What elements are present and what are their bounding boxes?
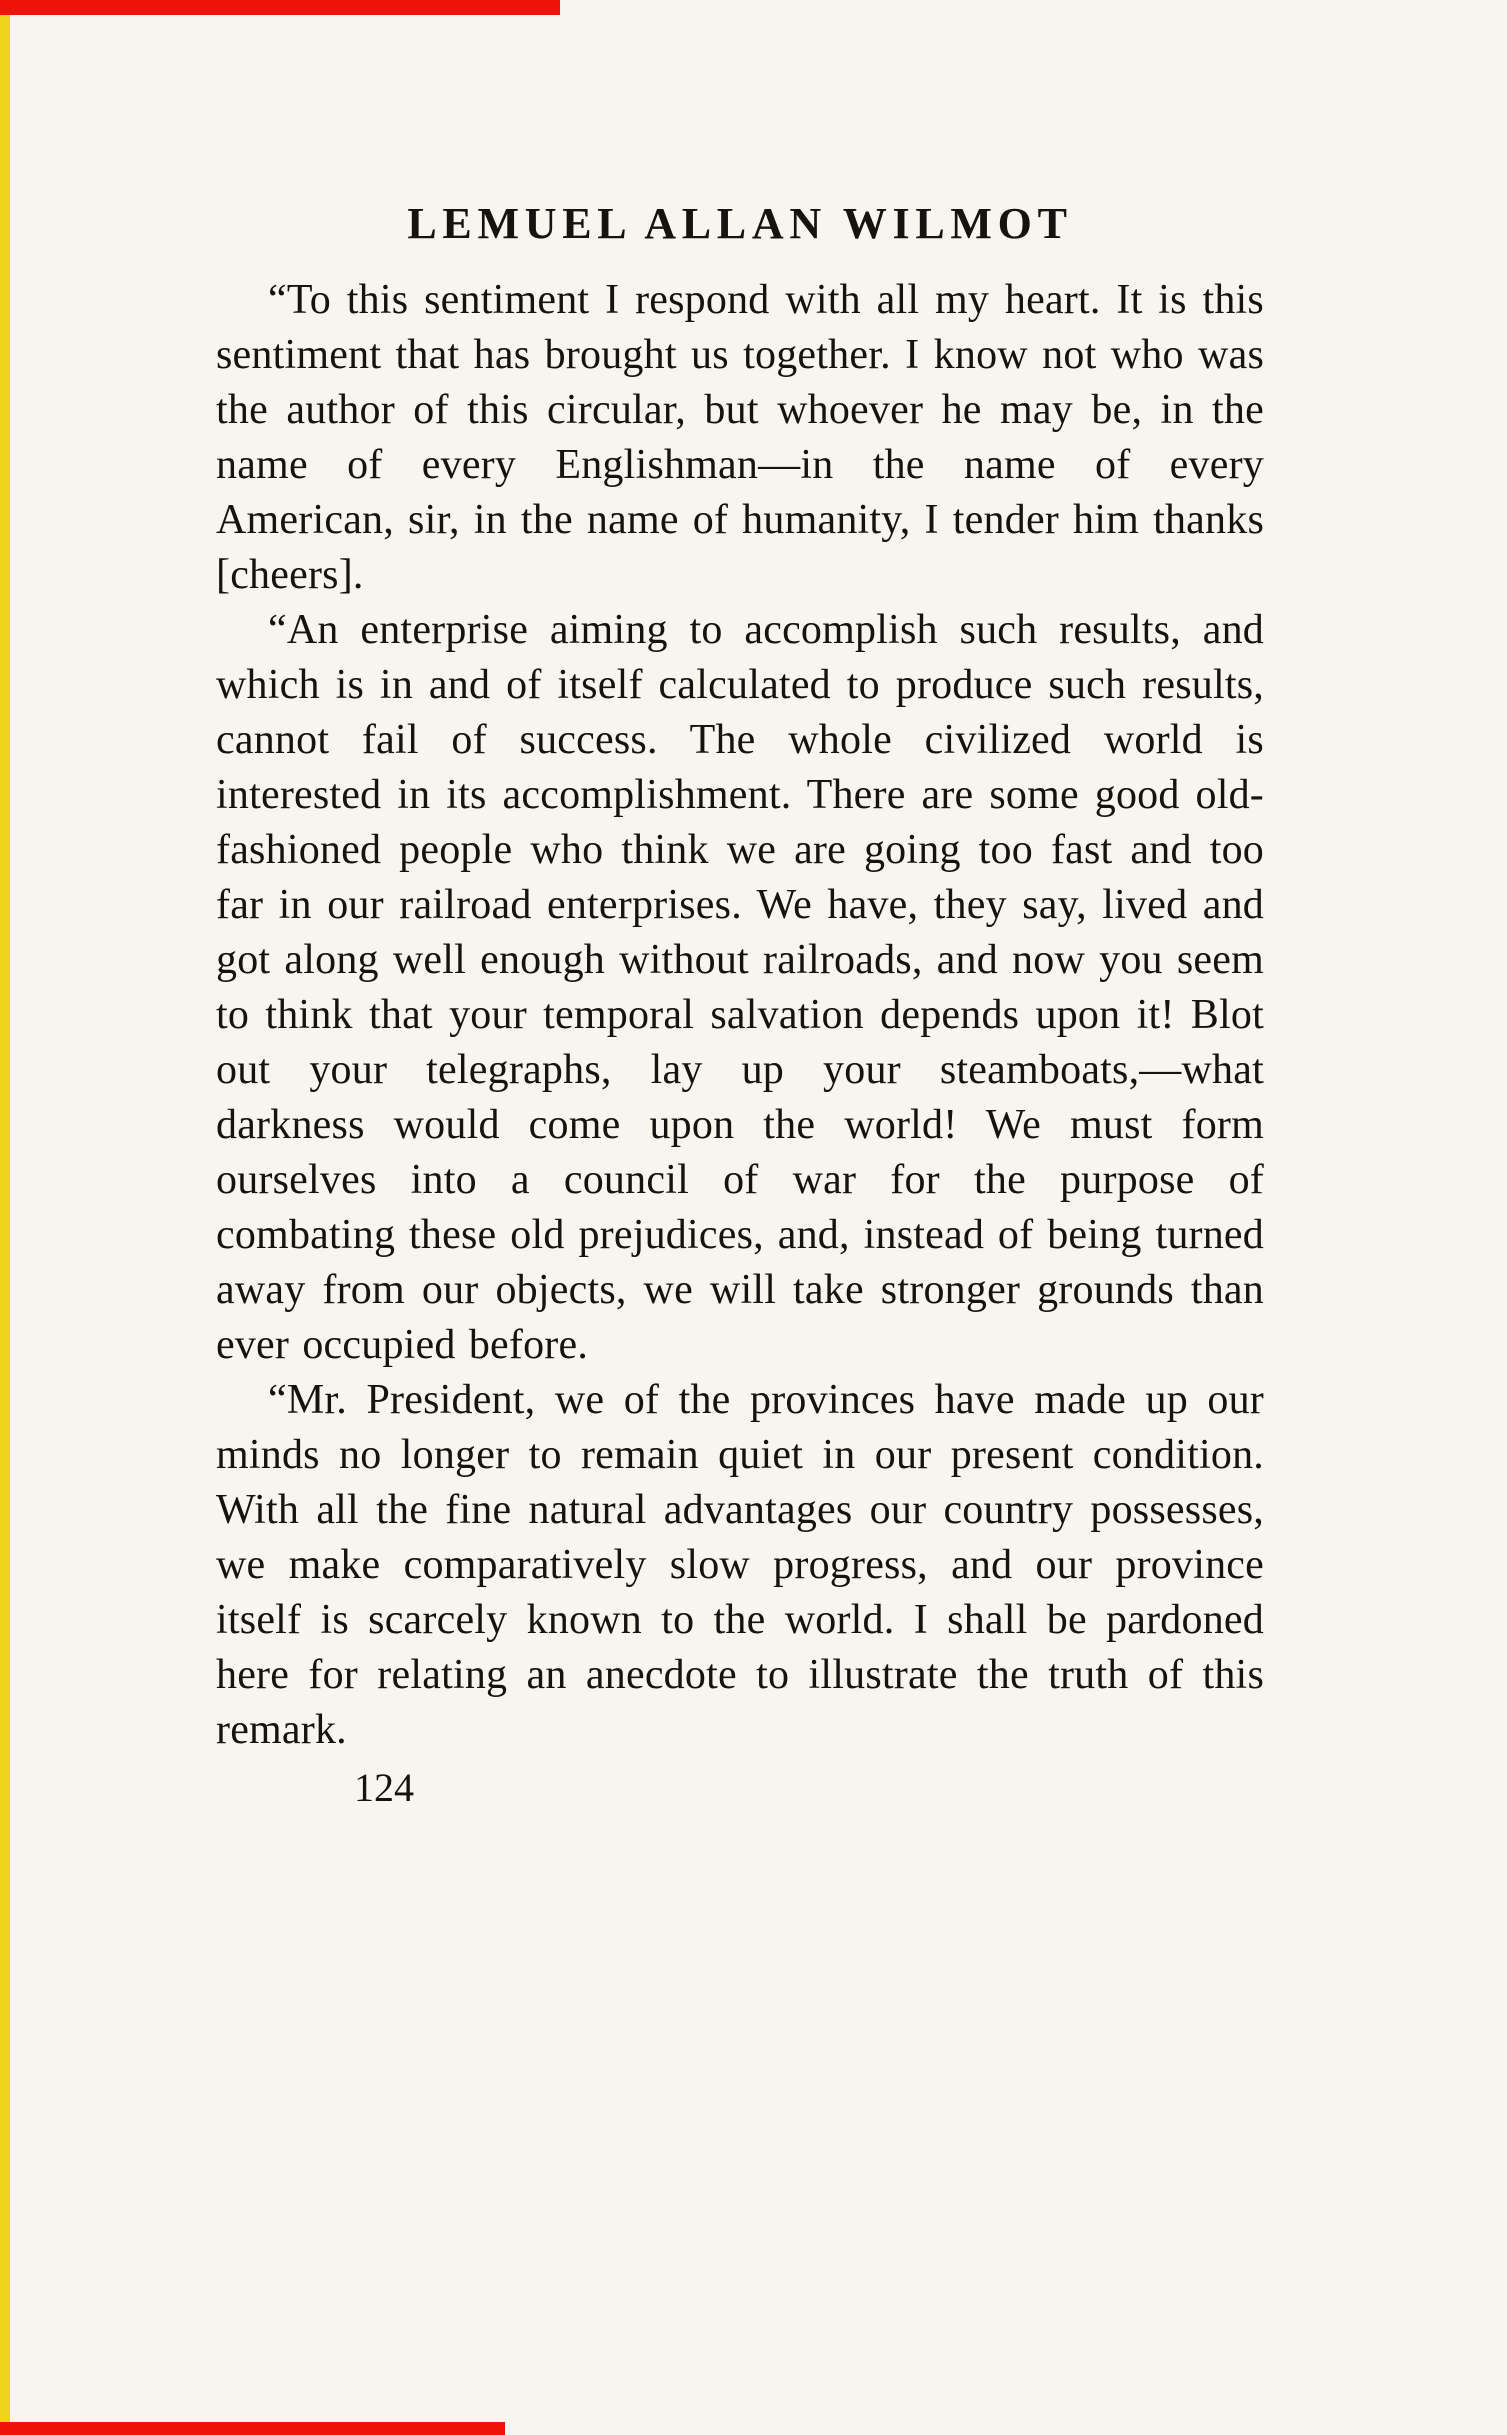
scan-edge-bottom: [0, 2422, 505, 2435]
paragraph: “An enterprise aiming to accomplish such results, and which is in and of itself calculated to produce such results, cannot fail of success. The whole civilized world is interested in its accomplishment. There are some good old-fashioned people who think we are going too fast and too far in our railroad enterprises. We have, they say, lived and got along well enough without railroads, and now you seem to think that your temporal salvation depends upon it! Blot out your telegraphs, lay up your steamboats,—what darkness would come upon the world! We must form ourselves into a council of war for the purpose of combating these old prejudices, and, instead of being turned away from our objects, we will take stronger grounds than ever occupied before.: [216, 606, 1264, 1368]
body-text: [216, 273, 1264, 1758]
scan-edge-top: [0, 0, 560, 15]
scan-edge-left: [0, 0, 10, 2435]
text-column: [216, 198, 1264, 1815]
paragraph: “To this sentiment I respond with all my heart. It is this sentiment that has brought us together. I know not who was the author of this circular, but whoever he may be, in the name of every Englishman—in the name of every American, sir, in the name of humanity, I tender him thanks [cheers].: [216, 276, 1264, 598]
paragraph: “Mr. President, we of the provinces have made up our minds no longer to remain quiet in our present condition. With all the fine natural advantages our country possesses, we make comparatively slow progress, and our province itself is scarcely known to the world. I shall be pardoned here for relating an anecdote to illustrate the truth of this remark.: [216, 1376, 1264, 1753]
page-number: 124: [354, 1764, 414, 1810]
page-title: LEMUEL ALLAN WILMOT: [407, 199, 1073, 248]
